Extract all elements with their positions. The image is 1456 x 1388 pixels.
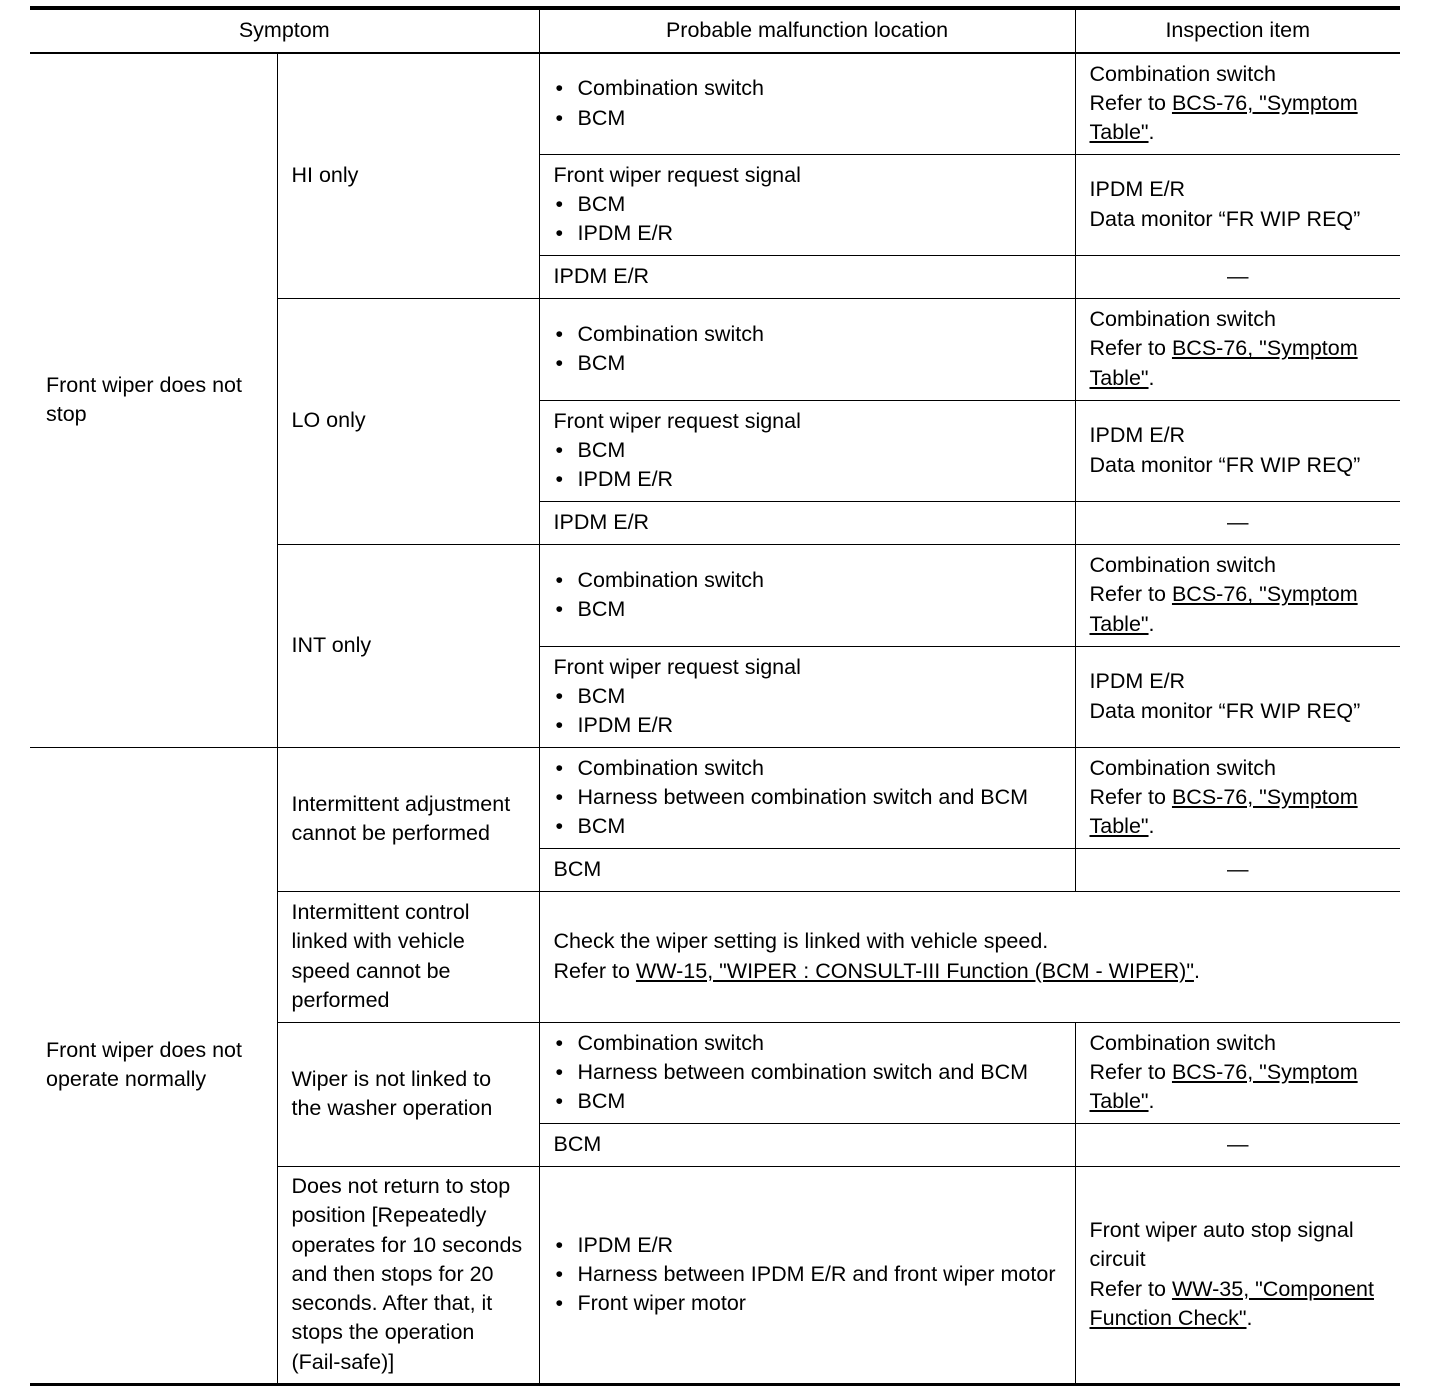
list-item: • IPDM E/R <box>554 465 1061 494</box>
inspection-cell <box>1075 747 1400 848</box>
sub-label: Intermittent adjustment cannot be performed <box>291 791 511 845</box>
table-row <box>30 53 1400 154</box>
inspection-title: Combination switch <box>1089 553 1276 578</box>
period: . <box>1148 611 1155 636</box>
list-item: • BCM <box>554 349 1061 378</box>
inspection-cell <box>1075 53 1400 154</box>
refer-text: Refer to <box>1089 91 1172 116</box>
inspection-cell <box>1075 1022 1400 1123</box>
sub-int-only <box>277 544 539 747</box>
sub-label: Does not return to stop position [Repeatedly operates for 10 seconds and then stops for 20 seconds. After that, it stops the operation (Fail-safe)] <box>291 1173 523 1374</box>
list-item: • Combination switch <box>554 1029 1061 1058</box>
refer-text: Refer to <box>1089 582 1172 607</box>
location-list <box>554 682 1061 741</box>
table-row <box>30 747 1400 848</box>
inspection-ref <box>1090 334 1387 393</box>
inspection-title: Combination switch <box>1089 307 1276 332</box>
inspection-title: Combination switch <box>1089 755 1276 780</box>
inspection-cell <box>1075 646 1400 747</box>
list-item: • IPDM E/R <box>554 711 1061 740</box>
location-cell <box>539 1166 1075 1384</box>
group-label: Front wiper does not operate normally <box>46 1037 242 1091</box>
header-row <box>30 8 1400 53</box>
speed-check-cell <box>539 891 1400 1022</box>
list-item: • BCM <box>554 812 1061 841</box>
period: . <box>1193 958 1200 983</box>
location-cell <box>539 298 1075 400</box>
refer-text: Refer to <box>1089 336 1172 361</box>
location-list <box>554 566 1061 625</box>
inspection-cell <box>1075 154 1400 255</box>
list-item: • Harness between IPDM E/R and front wiper motor <box>554 1260 1061 1289</box>
location-cell: IPDM E/R <box>539 501 1075 544</box>
inspection-title: IPDM E/R <box>1089 423 1186 448</box>
inspection-title: Front wiper auto stop signal circuit <box>1089 1217 1354 1272</box>
location-cell: BCM <box>539 848 1075 891</box>
bcs-76-link[interactable]: BCS-76, "Symptom Table" <box>1089 1059 1358 1114</box>
sub-label: Wiper is not linked to the washer operation <box>291 1066 493 1120</box>
list-item: • IPDM E/R <box>554 219 1061 248</box>
sub-lo-only <box>277 298 539 544</box>
location-title: Front wiper request signal <box>553 654 801 679</box>
location-list <box>554 190 1061 249</box>
location-cell <box>539 544 1075 646</box>
location-cell <box>539 400 1075 501</box>
list-item: • Combination switch <box>554 320 1061 349</box>
inspection-dash: — <box>1075 501 1400 544</box>
speed-check-line: Check the wiper setting is linked with vehicle speed. <box>553 929 1049 954</box>
inspection-detail: Data monitor “FR WIP REQ” <box>1089 698 1361 723</box>
list-item: • BCM <box>554 104 1061 133</box>
location-cell: BCM <box>539 1123 1075 1166</box>
list-item: • BCM <box>554 1087 1061 1116</box>
sub-label: LO only <box>291 408 366 433</box>
sub-int-adjust <box>277 747 539 891</box>
list-item: • BCM <box>554 682 1061 711</box>
ww-35-link[interactable]: WW-35, "Component Function Check" <box>1089 1276 1374 1330</box>
list-item: • Harness between combination switch and BCM <box>554 1058 1061 1087</box>
list-item: • Combination switch <box>554 754 1061 783</box>
period: . <box>1148 1089 1155 1114</box>
inspection-ref <box>1090 1275 1387 1334</box>
inspection-ref <box>1090 783 1387 842</box>
location-list <box>554 1029 1061 1117</box>
sub-label: INT only <box>291 632 372 657</box>
list-item: • Front wiper motor <box>554 1289 1061 1318</box>
inspection-title: IPDM E/R <box>1089 177 1186 202</box>
location-cell: IPDM E/R <box>539 255 1075 298</box>
list-item: • Harness between combination switch and BCM <box>554 783 1061 812</box>
inspection-dash: — <box>1075 255 1400 298</box>
period: . <box>1246 1305 1253 1330</box>
symptom-table <box>30 6 1400 1386</box>
inspection-ref <box>1090 89 1387 148</box>
period: . <box>1148 120 1155 145</box>
sub-label: Intermittent control linked with vehicle speed cannot be performed <box>291 899 470 1012</box>
sub-stop-position <box>277 1166 539 1384</box>
inspection-ref <box>1090 1058 1387 1117</box>
location-list <box>554 1231 1061 1319</box>
inspection-title: IPDM E/R <box>1089 669 1186 694</box>
location-list <box>554 754 1061 842</box>
period: . <box>1148 814 1155 839</box>
list-item: • BCM <box>554 595 1061 624</box>
refer-text: Refer to <box>553 958 636 983</box>
header-symptom: Symptom <box>30 8 539 53</box>
inspection-title: Combination switch <box>1089 61 1276 86</box>
bcs-76-link[interactable]: BCS-76, "Symptom Table" <box>1089 582 1358 636</box>
sub-washer <box>277 1022 539 1166</box>
inspection-detail: Data monitor “FR WIP REQ” <box>1089 452 1361 477</box>
sub-hi-only <box>277 53 539 298</box>
location-cell <box>539 646 1075 747</box>
list-item: • BCM <box>554 190 1061 219</box>
bcs-76-link[interactable]: BCS-76, "Symptom Table" <box>1089 784 1358 839</box>
location-title: Front wiper request signal <box>553 408 801 433</box>
location-cell <box>539 747 1075 848</box>
inspection-ref <box>1090 580 1387 639</box>
group-not-stop <box>30 53 277 747</box>
location-list <box>554 74 1061 133</box>
header-location: Probable malfunction location <box>539 8 1075 53</box>
list-item: • BCM <box>554 436 1061 465</box>
location-cell <box>539 154 1075 255</box>
bcs-76-link[interactable]: BCS-76, "Symptom Table" <box>1089 91 1358 145</box>
list-item: • Combination switch <box>554 566 1061 595</box>
location-list <box>554 436 1061 495</box>
inspection-dash: — <box>1075 1123 1400 1166</box>
inspection-detail: Data monitor “FR WIP REQ” <box>1089 206 1361 231</box>
inspection-title: Combination switch <box>1089 1030 1276 1055</box>
refer-text: Refer to <box>1089 1059 1172 1084</box>
sub-int-control <box>277 891 539 1022</box>
location-list <box>554 320 1061 379</box>
refer-text: Refer to <box>1089 784 1172 809</box>
refer-text: Refer to <box>1089 1276 1172 1301</box>
inspection-dash: — <box>1075 848 1400 891</box>
sub-label: HI only <box>291 163 359 188</box>
inspection-cell <box>1075 298 1400 400</box>
location-cell <box>539 53 1075 154</box>
header-inspection: Inspection item <box>1075 8 1400 53</box>
list-item: • IPDM E/R <box>554 1231 1061 1260</box>
inspection-cell <box>1075 400 1400 501</box>
location-cell <box>539 1022 1075 1123</box>
period: . <box>1148 365 1155 390</box>
location-title: Front wiper request signal <box>553 162 801 187</box>
inspection-cell <box>1075 544 1400 646</box>
ww-15-link[interactable]: WW-15, "WIPER : CONSULT-III Function (BCM - WIPER)" <box>635 958 1194 983</box>
group-not-normal <box>30 747 277 1384</box>
group-label: Front wiper does not stop <box>46 372 242 427</box>
speed-check-ref <box>554 957 1387 986</box>
list-item: • Combination switch <box>554 74 1061 103</box>
inspection-cell <box>1075 1166 1400 1384</box>
bcs-76-link[interactable]: BCS-76, "Symptom Table" <box>1089 336 1358 390</box>
